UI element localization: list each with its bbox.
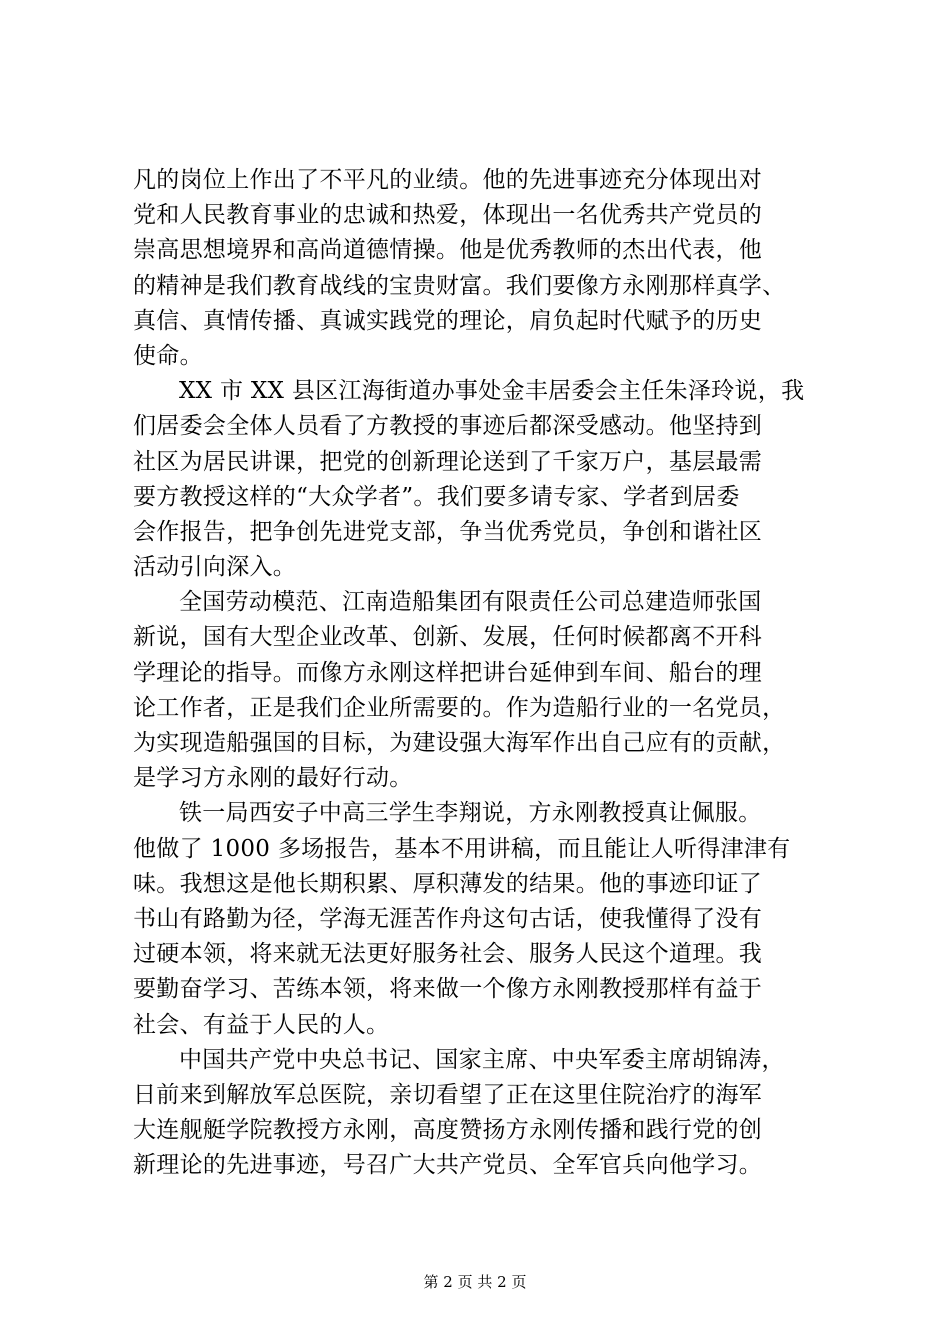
text-line: 论工作者，正是我们企业所需要的。作为造船行业的一名党员， (133, 694, 786, 721)
text-line: 崇高思想境界和高尚道德情操。他是优秀教师的杰出代表，他 (133, 237, 763, 264)
text-line: 为实现造船强国的目标，为建设强大海军作出自己应有的贡献， (133, 730, 786, 756)
paragraph (133, 1043, 833, 1184)
text-line: 铁一局西安子中高三学生李翔说，方永刚教授真让佩服。 (179, 800, 762, 827)
text-line: 社会、有益于人民的人。 (133, 1011, 390, 1038)
text-line: 要勤奋学习、苦练本领，将来做一个像方永刚教授那样有益于 (133, 976, 763, 1003)
text-line: 们居委会全体人员看了方教授的事迹后都深受感动。他坚持到 (133, 413, 763, 440)
page-footer (0, 1272, 950, 1292)
text-line: 真信、真情传播、真诚实践党的理论，肩负起时代赋予的历史 (133, 307, 763, 334)
text-line: 他做了 1000 多场报告，基本不用讲稿，而且能让人听得津津有 (133, 835, 791, 862)
text-line: 书山有路勤为径，学海无涯苦作舟这句古话，使我懂得了没有 (133, 905, 763, 932)
text-line: 是学习方永刚的最好行动。 (133, 765, 413, 792)
text-line: 学理论的指导。而像方永刚这样把讲台延伸到车间、船台的理 (133, 659, 763, 686)
text-line: 党和人民教育事业的忠诚和热爱，体现出一名优秀共产党员的 (133, 202, 763, 229)
paragraph (133, 585, 833, 796)
text-line: 大连舰艇学院教授方永刚，高度赞扬方永刚传播和践行党的创 (133, 1117, 763, 1144)
text-line: 味。我想这是他长期积累、厚积薄发的结果。他的事迹印证了 (133, 870, 763, 897)
text-line: 全国劳动模范、江南造船集团有限责任公司总建造师张国 (179, 589, 762, 616)
text-line: 中国共产党中央总书记、国家主席、中央军委主席胡锦涛， (179, 1046, 785, 1073)
paragraph (133, 374, 833, 585)
text-line: 新说，国有大型企业改革、创新、发展，任何时候都离不开科 (133, 624, 763, 651)
paragraph (133, 796, 833, 1042)
paragraph (133, 163, 833, 374)
text-line: 的精神是我们教育战线的宝贵财富。我们要像方永刚那样真学、 (133, 272, 786, 299)
text-line: 使命。 (133, 342, 203, 369)
text-line: 社区为居民讲课，把党的创新理论送到了千家万户，基层最需 (133, 448, 763, 475)
text-line: 新理论的先进事迹，号召广大共产党员、全军官兵向他学习。 (133, 1152, 763, 1179)
text-line: 日前来到解放军总医院，亲切看望了正在这里住院治疗的海军 (133, 1081, 763, 1108)
text-line: 过硬本领，将来就无法更好服务社会、服务人民这个道理。我 (133, 941, 763, 968)
body-text (133, 163, 833, 1183)
text-line: XX 市 XX 县区江海街道办事处金丰居委会主任朱泽玲说，我 (179, 378, 805, 405)
text-line: 活动引向深入。 (133, 554, 297, 581)
page-number-label: 第 2 页 共 2 页 (423, 1273, 527, 1291)
text-line: 会作报告，把争创先进党支部，争当优秀党员，争创和谐社区 (133, 518, 763, 545)
text-line: 要方教授这样的“大众学者”。我们要多请专家、学者到居委 (133, 483, 740, 510)
text-line: 凡的岗位上作出了不平凡的业绩。他的先进事迹充分体现出对 (133, 167, 763, 193)
